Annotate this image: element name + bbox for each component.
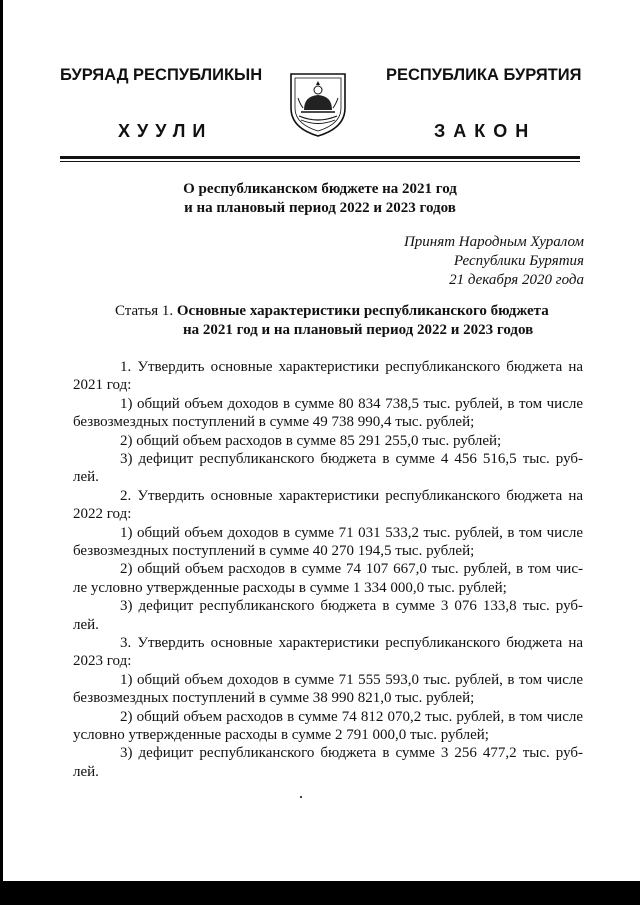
body-line: лей.	[73, 763, 99, 780]
header-rule-thin	[60, 161, 580, 162]
body-line: 1) общий объем доходов в сумме 80 834 738,5 тыс. рублей, в том числе	[120, 395, 583, 412]
article-heading-text-2: на 2021 год и на плановый период 2022 и 2023 годов	[183, 322, 534, 338]
body-line: ле условно утвержденные расходы в сумме 1 334 000,0 тыс. рублей;	[73, 579, 507, 596]
adopted-line-1: Принят Народным Хуралом	[403, 234, 584, 250]
law-title-line-1: О республиканском бюджете на 2021 год	[183, 181, 457, 197]
body-line: безвозмездных поступлений в сумме 49 738 990,4 тыс. рублей;	[73, 414, 475, 431]
header-rule-thick	[60, 156, 580, 159]
scan-border-bottom	[0, 881, 640, 905]
body-line: лей.	[73, 469, 99, 486]
body-line: 3. Утвердить основные характеристики республиканского бюджета на	[120, 635, 583, 651]
body-line: 2) общий объем расходов в сумме 74 107 667,0 тыс. рублей, в том чис-	[120, 561, 583, 578]
body-line: 3) дефицит республиканского бюджета в сумме 3 076 133,8 тыс. руб-	[120, 598, 583, 615]
article-label: Статья 1.	[115, 303, 174, 319]
article-heading-line-1	[115, 303, 549, 320]
body-line: 1) общий объем доходов в сумме 71 031 533,2 тыс. рублей, в том числе	[120, 524, 583, 541]
body-line: безвозмездных поступлений в сумме 40 270 194,5 тыс. рублей;	[73, 543, 475, 559]
header-left-title: БУРЯАД РЕСПУБЛИКЫН	[60, 66, 263, 84]
adopted-line-3: 21 декабря 2020 года	[449, 272, 584, 288]
body-line: 2) общий объем расходов в сумме 74 812 070,2 тыс. рублей, в том числе	[120, 708, 583, 725]
body-line: 2022 год:	[73, 506, 132, 523]
article-heading-text-1: Основные характеристики республиканского бюджета	[176, 303, 549, 319]
body-line: условно утвержденные расходы в сумме 2 791 000,0 тыс. рублей;	[73, 727, 489, 743]
body-line: 1) общий объем доходов в сумме 71 555 593,0 тыс. рублей, в том числе	[120, 671, 583, 688]
law-title-line-2: и на плановый период 2022 и 2023 годов	[184, 200, 456, 216]
header-right-title: РЕСПУБЛИКА БУРЯТИЯ	[386, 66, 582, 84]
header-left-word: ХУУЛИ	[118, 121, 213, 141]
body-line: безвозмездных поступлений в сумме 38 990 821,0 тыс. рублей;	[73, 690, 475, 707]
body-line: 2. Утвердить основные характеристики республиканского бюджета на	[120, 487, 583, 504]
header-right-word: ЗАКОН	[434, 121, 537, 141]
body-line: 2) общий объем расходов в сумме 85 291 255,0 тыс. рублей;	[120, 432, 502, 449]
article-heading-line-2	[183, 322, 533, 339]
adopted-line-2: Республики Бурятия	[453, 253, 584, 269]
body-line: 3) дефицит республиканского бюджета в сумме 4 456 516,5 тыс. руб-	[120, 451, 583, 467]
scan-speck	[300, 796, 302, 798]
body-line: 1. Утвердить основные характеристики республиканского бюджета на	[120, 359, 583, 375]
body-line: 2021 год:	[73, 377, 132, 394]
body-line: 3) дефицит республиканского бюджета в сумме 3 256 477,2 тыс. руб-	[120, 745, 583, 762]
body-line: лей.	[73, 616, 99, 633]
scan-border-left	[0, 0, 3, 905]
coat-of-arms-icon	[287, 68, 349, 138]
body-line: 2023 год:	[73, 653, 132, 670]
